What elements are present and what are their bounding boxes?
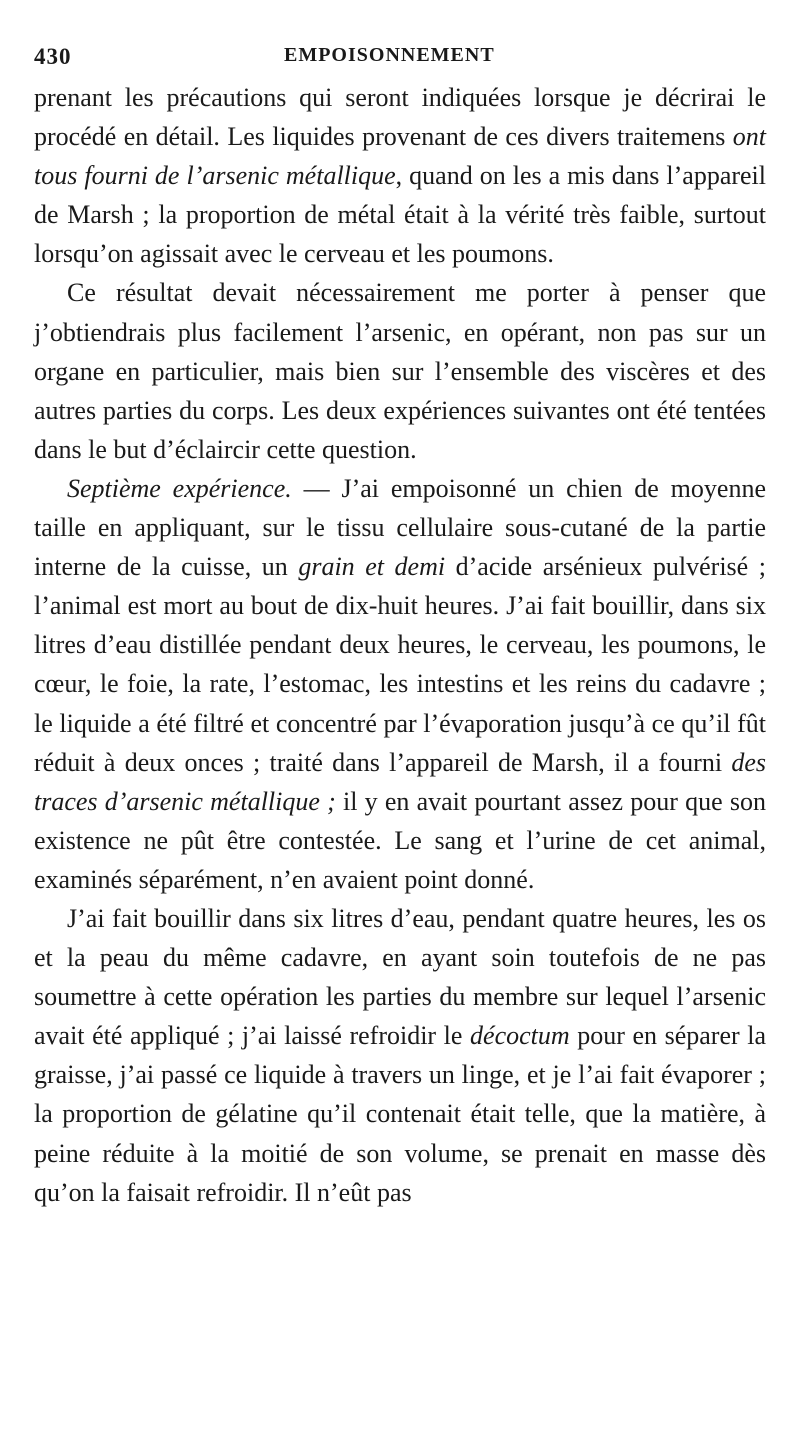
text-run: il y en avait pourtant assez pour que son existence ne pût être contestée. Le sang et l’urine de cet animal, examinés séparément, n’en avaient point donné.: [34, 786, 766, 894]
paragraph: [34, 273, 766, 468]
italic-text: ont tous fourni de l’arsenic métallique: [34, 122, 766, 191]
text-run: , quand on les a mis dans l’appareil de Marsh ; la proportion de métal était à la vérité très faible, surtout lorsqu’on agissait avec le cerveau et les poumons.: [34, 161, 766, 269]
italic-text: Septième expérience.: [67, 473, 292, 503]
text-run: pour en séparer la graisse, j’ai passé ce liquide à travers un linge, et je l’ai fait évaporer ; la proportion de gélatine qu’il contenait était telle, que la matière, à peine réduite à la moitié de son volume, se prenait en masse dès qu’on la faisait refroidir. Il n’eût pas: [34, 1021, 766, 1207]
text-run: prenant les précautions qui seront indiquées lorsque je décrirai le procédé en détail. Les liquides provenant de ces divers traitemens: [34, 83, 766, 152]
paragraph: [34, 469, 766, 899]
paragraph: [34, 899, 766, 1212]
text-run: Ce résultat devait nécessairement me porter à penser que j’obtiendrais plus facilement l’arsenic, en opérant, non pas sur un organe en particulier, mais bien sur l’ensemble des viscères et des autres parties du corps. Les deux expériences suivantes ont été tentées dans le but d’éclaircir cette question.: [34, 278, 766, 464]
body-text: [34, 78, 766, 1212]
italic-text: grain et demi: [298, 552, 446, 582]
text-run: d’acide arsénieux pulvérisé ; l’animal est mort au bout de dix-huit heures. J’ai fait bouillir, dans six litres d’eau distillée pendant deux heures, le cerveau, les poumons, le cœur, le foie, la rate, l’estomac, les intestins et les reins du cadavre ; le liquide a été filtré et concentré par l’évaporation jusqu’à ce qu’il fût réduit à deux onces ; traité dans l’appareil de Marsh, il a fourni: [34, 552, 766, 777]
page-header: [34, 44, 764, 76]
running-title: EMPOISONNEMENT: [284, 44, 495, 66]
text-run: — J’ai empoisonné un chien de moyenne taille en appliquant, sur le tissu cellulaire sous-cutané de la partie interne de la cuisse, un: [34, 473, 766, 582]
italic-text: décoctum: [470, 1021, 570, 1051]
paragraph: [34, 78, 766, 273]
page-number: 430: [34, 44, 72, 69]
text-run: J’ai fait bouillir dans six litres d’eau, pendant quatre heures, les os et la peau du même cadavre, en ayant soin toutefois de ne pas soumettre à cette opération les parties du membre sur lequel l’arsenic avait été appliqué ; j’ai laissé refroidir le: [34, 903, 766, 1051]
italic-text: des traces d’arsenic métallique ;: [34, 747, 766, 816]
